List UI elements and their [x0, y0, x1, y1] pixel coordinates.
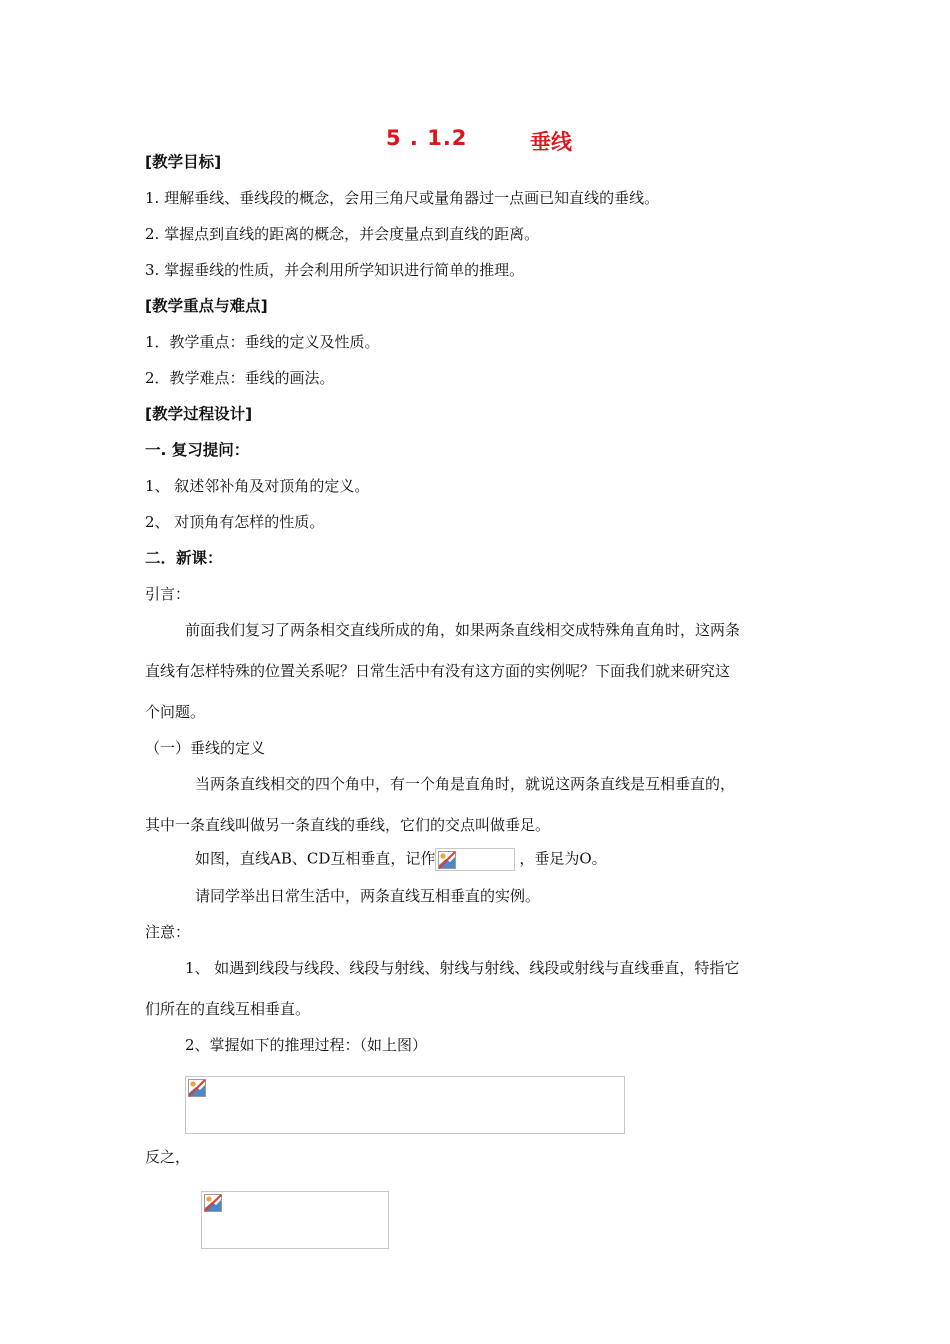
converse-label: 反之， [145, 1148, 191, 1166]
objective-item-2: 2. 掌握点到直线的距离的概念，并会度量点到直线的距离。 [145, 225, 540, 243]
objective-item-3: 3. 掌握垂线的性质，并会利用所学知识进行简单的推理。 [145, 261, 525, 279]
broken-image-icon [438, 851, 456, 869]
broken-image-icon [204, 1194, 222, 1212]
key-point-item-2: 2．教学难点：垂线的画法。 [145, 369, 335, 387]
key-point-item-1: 1．教学重点：垂线的定义及性质。 [145, 333, 380, 351]
key-points-heading: [教学重点与难点] [145, 297, 268, 315]
review-item-1: 1、 叙述邻补角及对顶角的定义。 [145, 477, 370, 495]
objective-item-1: 1. 理解垂线、垂线段的概念，会用三角尺或量角器过一点画已知直线的垂线。 [145, 189, 660, 207]
intro-paragraph-line-1: 前面我们复习了两条相交直线所成的角，如果两条直线相交成特殊角直角时，这两条 [185, 621, 741, 639]
reasoning-image [185, 1076, 625, 1134]
new-lesson-heading: 二．新课： [145, 549, 223, 567]
intro-paragraph-line-3: 个问题。 [145, 703, 206, 721]
definition-heading: （一）垂线的定义 [145, 739, 266, 757]
objectives-heading: [教学目标] [145, 153, 222, 171]
figure-text-after: ，垂足为O。 [519, 849, 607, 868]
note-1-line-1: 1、 如遇到线段与线段、线段与射线、射线与射线、线段或射线与直线垂直，特指它 [185, 959, 740, 977]
figure-text-before: 如图，直线AB、CD互相垂直，记作 [195, 849, 436, 868]
figure-notation-line [195, 848, 607, 871]
example-line: 请同学举出日常生活中，两条直线互相垂直的实例。 [195, 887, 541, 905]
process-heading: [教学过程设计] [145, 405, 253, 423]
title-number: 5 . 1.2 [386, 126, 468, 150]
definition-line-1: 当两条直线相交的四个角中，有一个角是直角时，就说这两条直线是互相垂直的， [195, 775, 736, 793]
note-1-line-2: 们所在的直线互相垂直。 [145, 1000, 311, 1018]
broken-image-icon [188, 1079, 206, 1097]
intro-paragraph-line-2: 直线有怎样特殊的位置关系呢？日常生活中有没有这方面的实例呢？下面我们就来研究这 [145, 662, 731, 680]
review-item-2: 2、 对顶角有怎样的性质。 [145, 513, 325, 531]
title-word: 垂线 [530, 130, 572, 154]
note-2-line: 2、掌握如下的推理过程：（如上图） [185, 1036, 428, 1054]
note-label: 注意： [145, 923, 191, 941]
review-heading: 一. 复习提问： [145, 441, 250, 459]
intro-label: 引言： [145, 585, 191, 603]
definition-line-2: 其中一条直线叫做另一条直线的垂线，它们的交点叫做垂足。 [145, 816, 551, 834]
perpendicular-notation-image [435, 848, 515, 871]
converse-reasoning-image [201, 1191, 389, 1249]
